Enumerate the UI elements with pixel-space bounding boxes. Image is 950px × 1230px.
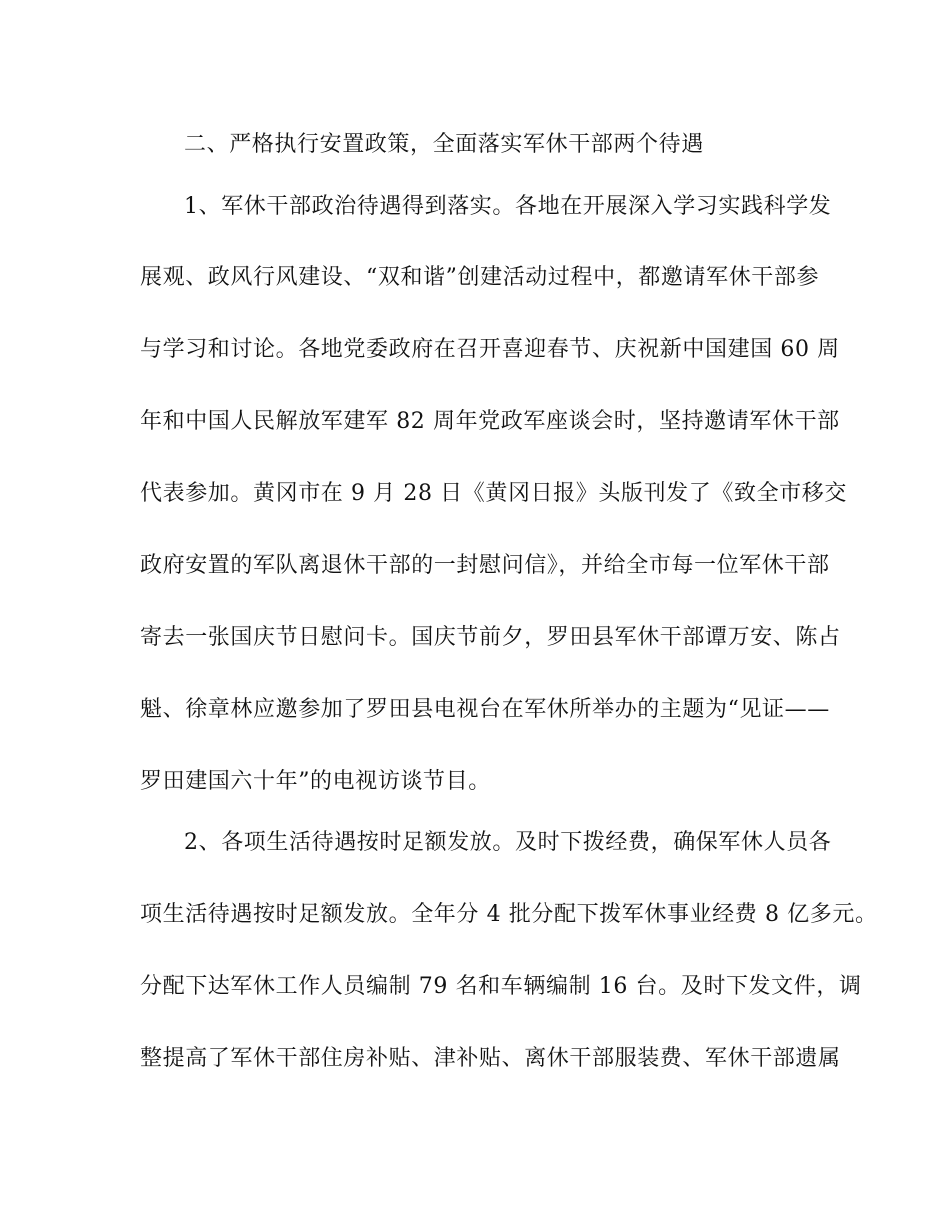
- paragraph-line: 分配下达军休工作人员编制 79 名和车辆编制 16 台。及时下发文件，调: [140, 974, 862, 999]
- paragraph-line: 寄去一张国庆节日慰问卡。国庆节前夕，罗田县军休干部谭万安、陈占: [140, 625, 841, 650]
- paragraph-line: 与学习和讨论。各地党委政府在召开喜迎春节、庆祝新中国建国 60 周: [140, 337, 840, 362]
- paragraph-line: 罗田建国六十年”的电视访谈节目。: [140, 769, 491, 794]
- paragraph-line: 展观、政风行风建设、“双和谐”创建活动过程中，都邀请军休干部参: [140, 265, 820, 290]
- paragraph-line: 年和中国人民解放军建军 82 周年党政军座谈会时，坚持邀请军休干部: [140, 409, 840, 434]
- paragraph-line: 政府安置的军队离退休干部的一封慰问信》，并给全市每一位军休干部: [140, 553, 830, 578]
- paragraph-line: 1、军休干部政治待遇得到落实。各地在开展深入学习实践科学发: [184, 194, 832, 219]
- paragraph-line: 代表参加。黄冈市在 9 月 28 日《黄冈日报》头版刊发了《致全市移交: [140, 481, 847, 506]
- paragraph-line: 项生活待遇按时足额发放。全年分 4 批分配下拨军休事业经费 8 亿多元。: [140, 902, 878, 927]
- paragraph-line: 魁、徐章林应邀参加了罗田县电视台在军休所举办的主题为“见证——: [140, 697, 830, 722]
- paragraph-line: 2、各项生活待遇按时足额发放。及时下拨经费，确保军休人员各: [184, 830, 832, 855]
- section-heading: 二、严格执行安置政策，全面落实军休干部两个待遇: [184, 132, 704, 157]
- paragraph-line: 整提高了军休干部住房补贴、津补贴、离休干部服装费、军休干部遗属: [140, 1046, 841, 1071]
